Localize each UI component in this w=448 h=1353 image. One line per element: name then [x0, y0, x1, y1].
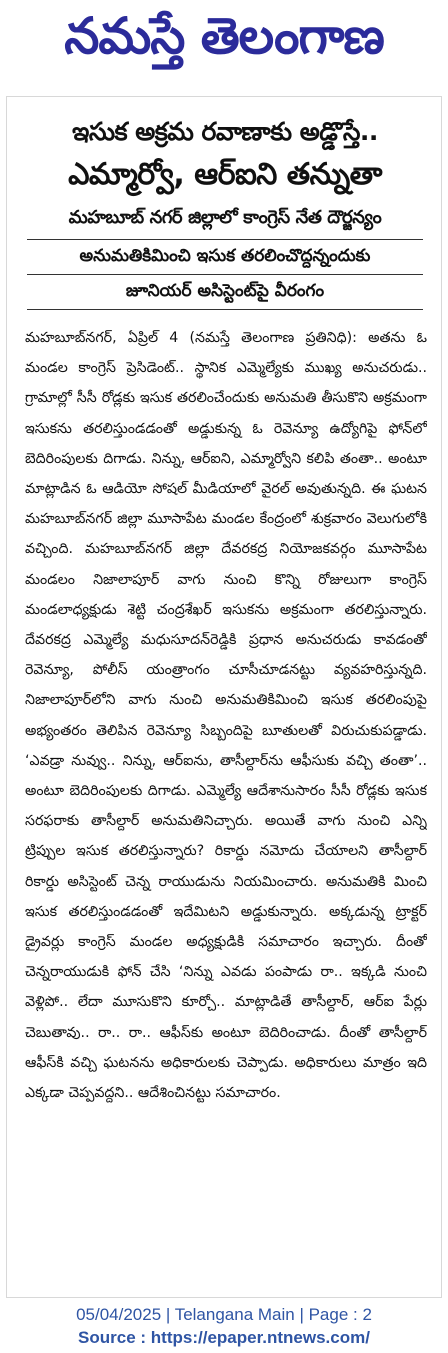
masthead: [0, 0, 448, 84]
news-clipping: [6, 96, 442, 1298]
article-paragraph: మహబూబ్‌నగర్, ఏప్రిల్ 4 (నమస్తే తెలంగాణ ప్రతినిధి): అతను ఓ మండల కాంగ్రెస్ ప్రెసిడెంట్.. స్థానిక ఎమ్మెల్యేకు ముఖ్య అనుచరుడు.. గ్రామాల్లో సీసీ రోడ్లకు ఇసుక తరలించేందుకు అనుమతి తీసుకొని అక్రమంగా ఇసుకను తరలిస్తుండడంతో అడ్డుకున్న ఓ రెవెన్యూ ఉద్యోగిపై ఫోన్‌లో బెదిరింపులకు దిగాడు. నిన్ను, ఆర్ఐని, ఎమ్మార్వోని కలిపి తంతా.. అంటూ మాట్లాడిన ఓ ఆడియో సోషల్ మీడియాలో వైరల్ అవుతున్నది. ఈ ఘటన మహబూబ్‌నగర్ జిల్లా మూసాపేట మండల కేంద్రంలో శుక్రవారం వెలుగులోకి వచ్చింది. మహబూబ్‌నగర్ జిల్లా దేవరకద్ర నియోజకవర్గం మూసాపేట మండలం నిజాలాపూర్ వాగు నుంచి కొన్ని రోజులుగా కాంగ్రెస్ మండలాధ్యక్షుడు శెట్టి చంద్రశేఖర్ ఇసుకను అక్రమంగా తరలిస్తున్నారు. దేవరకద్ర ఎమ్మెల్యే మధుసూదన్‌రెడ్డికి ప్రధాన అనుచరుడు కావడంతో రెవెన్యూ, పోలీస్ యంత్రాంగం చూసీచూడనట్టు వ్యవహరిస్తున్నది. నిజాలాపూర్‌లోని వాగు నుంచి అనుమతికిమించి ఇసుక తరలింపుపై అభ్యంతరం తెలిపిన రెవెన్యూ సిబ్బందిపై బూతులతో విరుచుకుపడ్డాడు. ‘ఎవడ్రా నువ్వు.. నిన్ను, ఆర్ఐను, తాసీల్దార్‌ను ఆఫీసుకు వచ్చి తంతా’.. అంటూ బెదిరింపులకు దిగాడు. ఎమ్మెల్యే ఆదేశానుసారం సీసీ రోడ్లకు ఇసుక సరఫరాకు తాసీల్దార్ అనుమతినిచ్చారు. అయితే వాగు నుంచి ఎన్ని ట్రిప్పుల ఇసుక తరలిస్తున్నారు? రికార్డు నమోదు చేయాలని తాసీల్దార్ రికార్డు అసిస్టెంట్ చెన్న రాయుడును నియమించారు. అనుమతికి మించి ఇసుక తరలిస్తుండడంతో ఇదేమిటని అడ్డుకున్నారు. అక్కడున్న ట్రాక్టర్ డ్రైవర్లు కాంగ్రెస్ మండల అధ్యక్షుడికి సమాచారం ఇచ్చారు. దీంతో చెన్నరాయుడుకి ఫోన్ చేసి ‘నిన్ను ఎవడు పంపాడు రా.. ఇక్కడి నుంచి వెళ్లిపో.. లేదా మూసుకొని కూర్చో.. మాట్లాడితే తాసీల్దార్, ఆర్ఐ పేర్లు చెబుతావు.. రా.. రా.. ఆఫీస్‌కు అంటూ బెదిరించాడు. దీంతో తాసీల్దార్ ఆఫీస్‌కి వచ్చి ఘటనను అధికారులకు చెప్పాడు. అధికారులు మాత్రం ఇది ఎక్కడా చెప్పవద్దని.. ఆదేశించినట్టు సమాచారం.: [25, 330, 427, 1102]
newspaper-logo: నమస్తే తెలంగాణ: [64, 6, 384, 65]
subheadline-assistant: జూనియర్ అసిస్టెంట్‌పై వీరంగం: [125, 281, 325, 301]
subheadline-permission: అనుమతికిమించి ఇసుక తరలించొద్దన్నందుకు: [79, 246, 371, 266]
divider-rule: [27, 239, 423, 240]
headline-secondary: ఎమ్మార్వో, ఆర్ఐని తన్నుతా: [68, 157, 382, 192]
subheadline-district: మహబూబ్ నగర్ జిల్లాలో కాంగ్రెస్ నేత దౌర్జన్యం: [68, 207, 382, 228]
divider-rule: [27, 274, 423, 275]
headline-primary: ఇసుక అక్రమ రవాణాకు అడ్డొస్తే..: [72, 117, 378, 146]
edition-info: 05/04/2025 | Telangana Main | Page : 2: [76, 1305, 372, 1324]
divider-rule: [27, 309, 423, 310]
source-link[interactable]: Source : https://epaper.ntnews.com/: [78, 1328, 370, 1347]
article-body: [25, 323, 427, 1293]
